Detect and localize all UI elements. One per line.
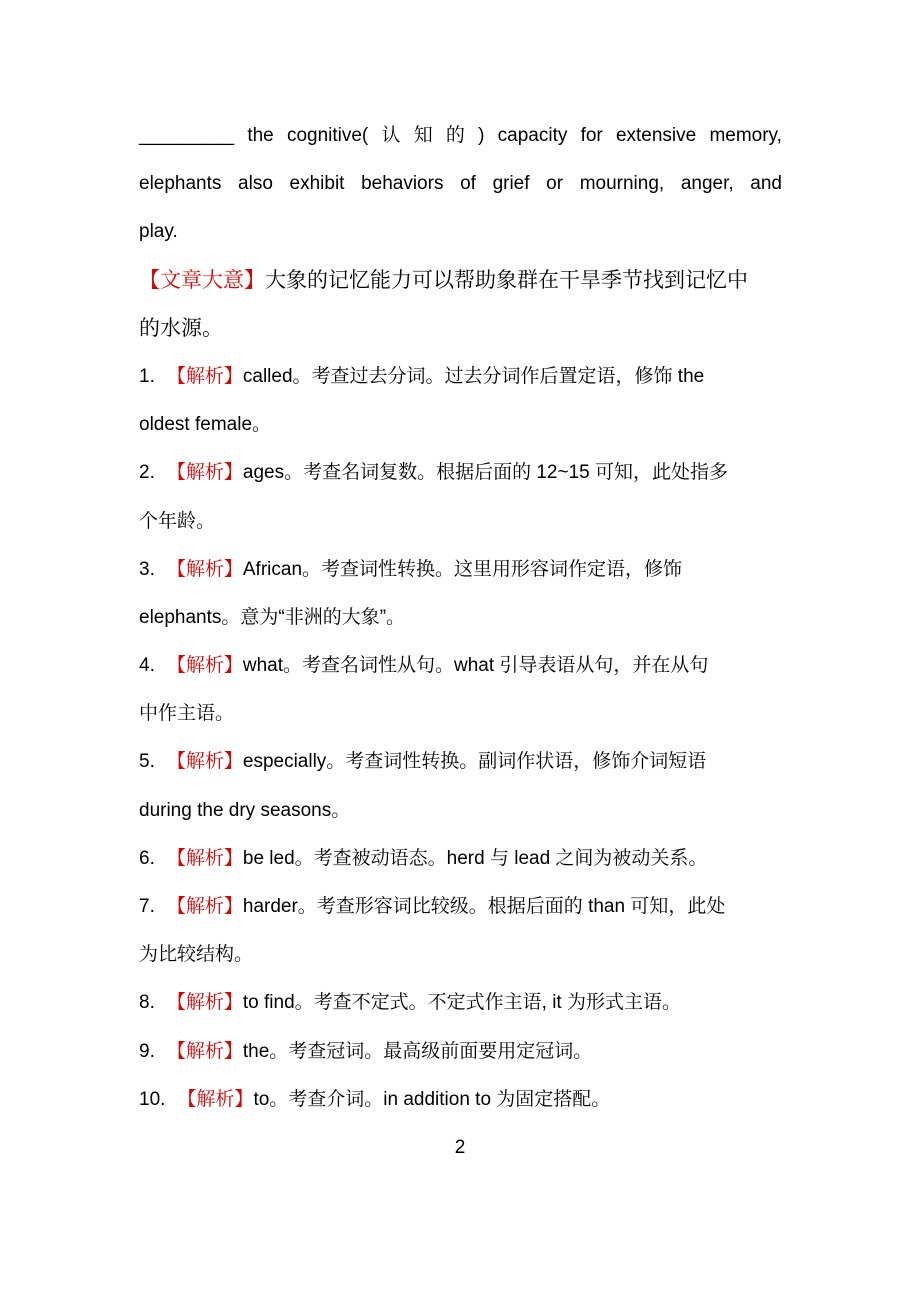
- answer-text: to find。考查不定式。不定式作主语, it 为形式主语。: [242, 992, 681, 1014]
- answer-label: 【解析】: [166, 751, 243, 773]
- answer-item: [139, 738, 782, 786]
- answer-label: 【解析】: [166, 365, 243, 387]
- word: 认: [381, 125, 401, 146]
- word: anger,: [680, 173, 734, 195]
- answer-text: harder。考查形容词比较级。根据后面的 than 可知，此处: [242, 896, 726, 917]
- word: and: [750, 173, 782, 195]
- answer-number: 10.: [139, 1088, 166, 1110]
- summary-line-1: [139, 257, 782, 305]
- answer-continuation: 为比较结构。: [139, 944, 254, 966]
- answer-continuation: 个年龄。: [139, 510, 216, 532]
- answer-item: [139, 883, 782, 931]
- intro-line-2: [139, 160, 782, 208]
- word: behaviors: [361, 173, 444, 195]
- word: for: [580, 125, 603, 146]
- word: cognitive(: [286, 125, 369, 146]
- word: the: [247, 125, 274, 146]
- answer-continuation: elephants。意为“非洲的大象”。: [139, 606, 406, 628]
- word: exhibit: [289, 173, 345, 195]
- answer-item: [139, 546, 782, 594]
- answer-label: 【解析】: [166, 558, 243, 580]
- answer-label: 【解析】: [166, 655, 243, 677]
- page-number: 2: [454, 1137, 466, 1158]
- answer-number: 1.: [139, 365, 155, 387]
- word: 的: [445, 125, 465, 146]
- answer-item: [139, 449, 782, 497]
- word: grief: [492, 173, 530, 195]
- intro-line-3: play.: [139, 221, 178, 243]
- answer-item: [139, 1076, 782, 1124]
- word: extensive: [615, 125, 697, 146]
- word: ): [478, 125, 485, 146]
- answer-label: 【解析】: [166, 847, 243, 869]
- summary-line-2: 的水源。: [139, 316, 223, 340]
- word: mourning,: [579, 173, 665, 195]
- answer-text: what。考查名词性从句。what 引导表语从句，并在从句: [242, 655, 709, 677]
- answer-label: 【解析】: [166, 1040, 243, 1062]
- answer-number: 6.: [139, 847, 155, 869]
- answer-number: 2.: [139, 462, 155, 484]
- intro-line-1: [139, 112, 782, 160]
- word: or: [546, 173, 564, 195]
- answer-text: ages。考查名词复数。根据后面的 12~15 可知，此处指多: [242, 462, 728, 484]
- answer-number: 8.: [139, 992, 155, 1014]
- answer-item: [139, 1028, 782, 1076]
- answer-continuation: during the dry seasons。: [139, 799, 351, 821]
- answer-label: 【解析】: [166, 896, 243, 917]
- answer-list: [139, 353, 782, 1124]
- answer-number: 3.: [139, 558, 155, 580]
- answer-number: 4.: [139, 655, 155, 677]
- answer-text: be led。考查被动语态。herd 与 lead 之间为被动关系。: [242, 847, 708, 869]
- answer-number: 7.: [139, 896, 155, 917]
- answer-item: [139, 353, 782, 401]
- answer-text: the。考查冠词。最高级前面要用定冠词。: [242, 1040, 593, 1062]
- summary-label: 【文章大意】: [139, 268, 265, 292]
- word: of: [460, 173, 476, 195]
- word: _________: [139, 125, 235, 146]
- answer-label: 【解析】: [166, 462, 243, 484]
- answer-continuation: 中作主语。: [139, 703, 235, 725]
- answer-text: especially。考查词性转换。副词作状语，修饰介词短语: [242, 751, 707, 773]
- word: also: [238, 173, 273, 195]
- word: memory,: [709, 125, 782, 146]
- answer-number: 9.: [139, 1040, 155, 1062]
- answer-number: 5.: [139, 751, 155, 773]
- document-page: [139, 112, 782, 1124]
- answer-text: to。考查介词。in addition to 为固定搭配。: [253, 1088, 611, 1110]
- answer-item: [139, 642, 782, 690]
- answer-item: [139, 835, 782, 883]
- answer-label: 【解析】: [166, 992, 243, 1014]
- answer-text: African。考查词性转换。这里用形容词作定语，修饰: [242, 558, 683, 580]
- answer-label: 【解析】: [177, 1088, 254, 1110]
- summary-text: 大象的记忆能力可以帮助象群在干旱季节找到记忆中: [265, 268, 748, 292]
- answer-continuation: oldest female。: [139, 414, 272, 436]
- word: 知: [413, 125, 433, 146]
- answer-text: called。考查过去分词。过去分词作后置定语，修饰 the: [242, 365, 705, 387]
- word: elephants: [139, 173, 222, 195]
- answer-item: [139, 979, 782, 1027]
- word: capacity: [497, 125, 568, 146]
